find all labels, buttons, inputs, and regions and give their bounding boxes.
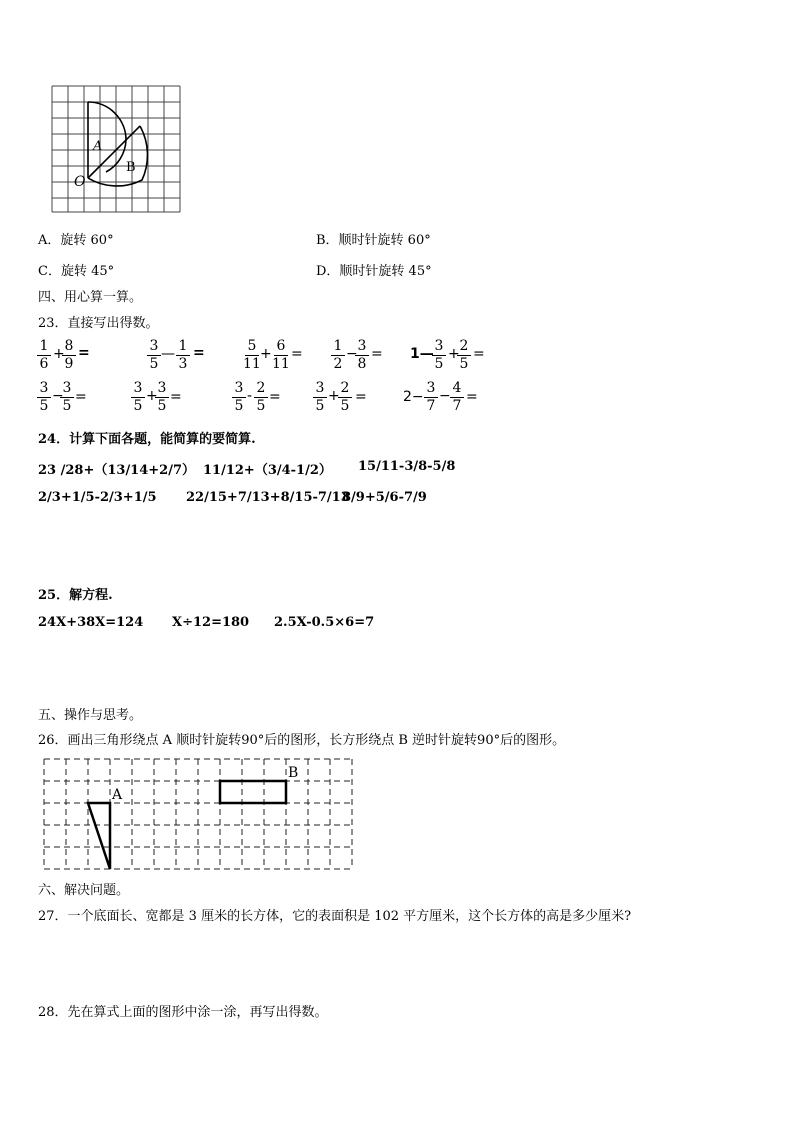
option-b: B．顺时针旋转 60° — [316, 233, 431, 248]
section-4-heading: 四、用心算一算。 — [38, 290, 143, 305]
figure-label-a: A — [93, 139, 103, 154]
q24-item-3: 15/11-3/8-5/8 — [358, 459, 456, 474]
q24-item-4: 2/3+1/5-2/3+1/5 — [38, 490, 157, 505]
q27-text: 27．一个底面长、宽都是 3 厘米的长方体，它的表面积是 102 平方厘米，这个长方体的高是多少厘米? — [38, 909, 632, 924]
q26-label-a: A — [112, 787, 123, 803]
q24-item-6: 8/9+5/6-7/9 — [342, 490, 427, 505]
q25-item-2: X÷12=180 — [172, 615, 250, 630]
q25-item-1: 24X+38X=124 — [38, 615, 144, 630]
q25-item-3: 2.5X-0.5×6=7 — [274, 615, 375, 630]
q24-title: 24．计算下面各题，能简算的要简算. — [38, 432, 256, 447]
section-6-heading: 六、解决问题。 — [38, 883, 130, 898]
q26-title: 26．画出三角形绕点 A 顺时针旋转90°后的图形，长方形绕点 B 逆时针旋转90°后的图形。 — [38, 733, 566, 748]
q28-text: 28．先在算式上面的图形中涂一涂，再写出得数。 — [38, 1005, 328, 1020]
option-a: A．旋转 60° — [38, 233, 114, 248]
q24-item-5: 22/15+7/13+8/15-7/13 — [186, 490, 350, 505]
q25-title: 25．解方程. — [38, 588, 113, 603]
option-c: C．旋转 45° — [38, 264, 115, 279]
section-5-heading: 五、操作与思考。 — [38, 708, 143, 723]
q23-title: 23．直接写出得数。 — [38, 316, 159, 331]
q26-dashed-grid — [42, 757, 356, 875]
q26-label-b: B — [288, 765, 299, 781]
q24-item-2: 11/12+（3/4-1/2） — [203, 463, 332, 478]
figure-label-b: B — [126, 160, 136, 175]
q24-item-1: 23 /28+（13/14+2/7） — [38, 463, 196, 478]
rotation-figure — [50, 84, 184, 218]
figure-label-o: O — [74, 174, 86, 190]
option-d: D．顺时针旋转 45° — [316, 264, 432, 279]
